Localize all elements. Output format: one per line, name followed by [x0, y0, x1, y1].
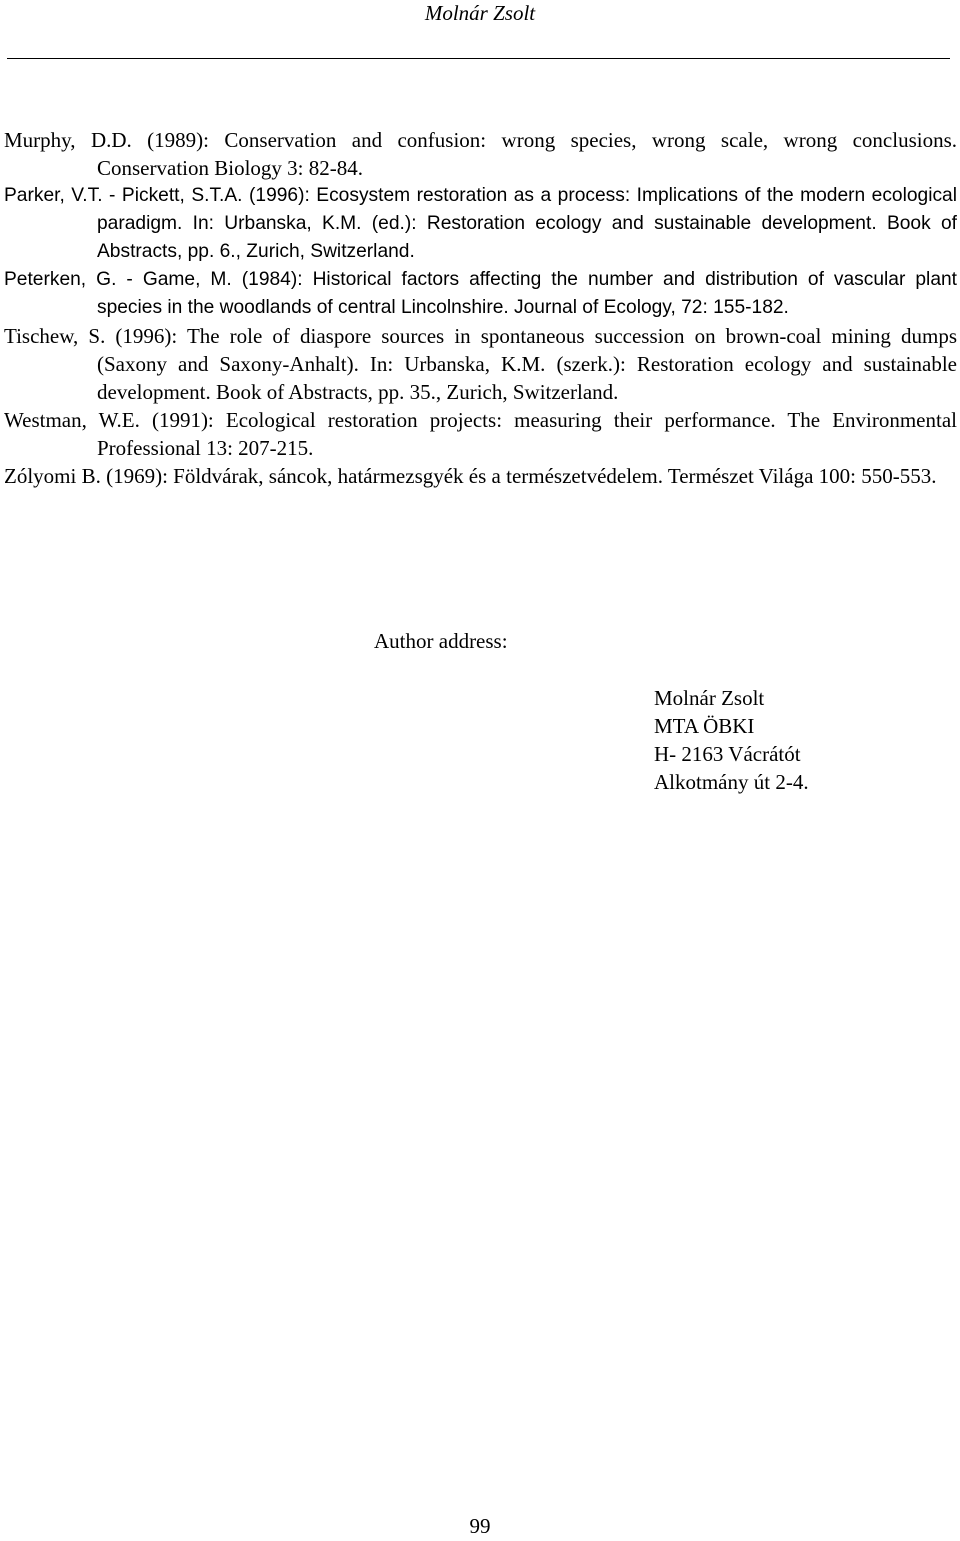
reference-entry-parker: Parker, V.T. - Pickett, S.T.A. (1996): Ecosystem restoration as a process: Implications of the modern ecological paradigm. In: Urbanska, K.M. (ed.): Restoration ecology and sustainable development. Book of Abstracts, pp. 6., Zurich, Switzerland. [4, 185, 957, 262]
header-rule [7, 58, 950, 59]
reference-entry-westman: Westman, W.E. (1991): Ecological restoration projects: measuring their performance. The Environmental Professional 13: 207-215. [4, 408, 957, 460]
reference-entry-murphy: Murphy, D.D. (1989): Conservation and confusion: wrong species, wrong scale, wrong conclusions. Conservation Biology 3: 82-84. [4, 128, 957, 180]
running-header: Molnár Zsolt [424, 1, 536, 25]
author-city: H- 2163 Vácrátót [654, 742, 801, 766]
page-number: 99 [469, 1514, 491, 1538]
reference-list [4, 126, 957, 490]
author-address-label: Author address: [374, 629, 508, 653]
author-address [654, 684, 809, 796]
reference-entry-zolyomi: Zólyomi B. (1969): Földvárak, sáncok, határmezsgyék és a természetvédelem. Természet Világa 100: 550-553. [4, 464, 937, 488]
reference-entry-tischew: Tischew, S. (1996): The role of diaspore sources in spontaneous succession on brown-coal mining dumps (Saxony and Saxony-Anhalt). In: Urbanska, K.M. (szerk.): Restoration ecology and sustainable development. Book of Abstracts, pp. 35., Zurich, Switzerland. [4, 324, 957, 404]
author-name: Molnár Zsolt [654, 686, 765, 710]
author-street: Alkotmány út 2-4. [654, 770, 809, 794]
reference-entry-peterken: Peterken, G. - Game, M. (1984): Historical factors affecting the number and distribution of vascular plant species in the woodlands of central Lincolnshire. Journal of Ecology, 72: 155-182. [4, 269, 957, 318]
author-institution: MTA ÖBKI [654, 714, 755, 738]
